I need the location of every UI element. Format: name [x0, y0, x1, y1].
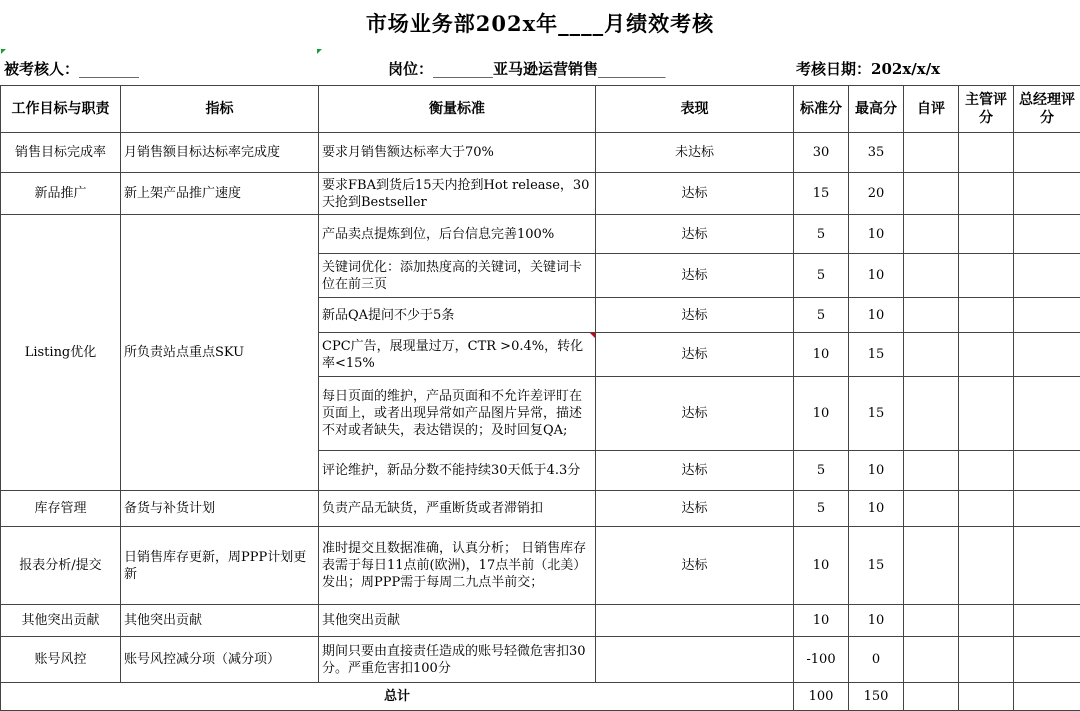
total-self-score[interactable] — [904, 683, 959, 711]
position-value: 亚马逊运营销售 — [493, 60, 598, 78]
goal-cell: Listing优化 — [1, 215, 121, 491]
indicator-cell: 账号风控减分项（减分项） — [121, 637, 319, 683]
manager-score-cell[interactable] — [959, 527, 1014, 605]
date-label: 考核日期： — [796, 60, 871, 78]
std-score-cell: 5 — [794, 451, 849, 491]
total-std-score: 100 — [794, 683, 849, 711]
gm-score-cell[interactable] — [1014, 491, 1080, 527]
header-standard: 衡量标准 — [319, 86, 596, 133]
performance-cell: 达标 — [596, 451, 794, 491]
table-row — [1, 637, 1080, 683]
self-score-cell[interactable] — [904, 451, 959, 491]
manager-score-cell[interactable] — [959, 254, 1014, 298]
standard-cell — [319, 333, 596, 377]
standard-cell: 其他突出贡献 — [319, 605, 596, 637]
position-blank-left: ________ — [433, 60, 493, 78]
gm-score-cell[interactable] — [1014, 333, 1080, 377]
performance-cell: 未达标 — [596, 133, 794, 173]
std-score-cell: 10 — [794, 527, 849, 605]
standard-cell: 新品QA提问不少于5条 — [319, 298, 596, 333]
manager-score-cell[interactable] — [959, 173, 1014, 215]
std-score-cell: 15 — [794, 173, 849, 215]
performance-cell: 达标 — [596, 377, 794, 451]
std-score-cell: 10 — [794, 333, 849, 377]
standard-cell: 评论维护，新品分数不能持续30天低于4.3分 — [319, 451, 596, 491]
standard-cell: 要求FBA到货后15天内抢到Hot release，30天抢到Bestseller — [319, 173, 596, 215]
self-score-cell[interactable] — [904, 637, 959, 683]
self-score-cell[interactable] — [904, 133, 959, 173]
goal-cell: 新品推广 — [1, 173, 121, 215]
standard-cell: 产品卖点提炼到位，后台信息完善100% — [319, 215, 596, 254]
gm-score-cell[interactable] — [1014, 451, 1080, 491]
header-performance: 表现 — [596, 86, 794, 133]
total-manager-score[interactable] — [959, 683, 1014, 711]
gm-score-cell[interactable] — [1014, 133, 1080, 173]
self-score-cell[interactable] — [904, 333, 959, 377]
max-score-cell: 15 — [849, 377, 904, 451]
total-max-score: 150 — [849, 683, 904, 711]
gm-score-cell[interactable] — [1014, 605, 1080, 637]
std-score-cell: 5 — [794, 491, 849, 527]
date-value: 202x/x/x — [871, 60, 940, 78]
standard-cell: 准时提交且数据准确，认真分析； 日销售库存表需于每日11点前(欧洲)，17点半前（北美）发出；周PPP需于每周二九点半前交； — [319, 527, 596, 605]
cell-marker — [317, 49, 322, 54]
header-self: 自评 — [904, 86, 959, 133]
performance-cell — [596, 637, 794, 683]
page-title: 市场业务部202x年____月绩效考核 — [0, 8, 1080, 38]
std-score-cell: 5 — [794, 254, 849, 298]
evaluee-field — [4, 58, 139, 79]
performance-cell: 达标 — [596, 298, 794, 333]
gm-score-cell[interactable] — [1014, 377, 1080, 451]
performance-cell: 达标 — [596, 215, 794, 254]
header-goal: 工作目标与职责 — [1, 86, 121, 133]
max-score-cell: 0 — [849, 637, 904, 683]
max-score-cell: 35 — [849, 133, 904, 173]
performance-cell: 达标 — [596, 491, 794, 527]
position-field — [388, 58, 666, 79]
max-score-cell: 15 — [849, 527, 904, 605]
max-score-cell: 10 — [849, 215, 904, 254]
manager-score-cell[interactable] — [959, 605, 1014, 637]
self-score-cell[interactable] — [904, 215, 959, 254]
indicator-cell: 其他突出贡献 — [121, 605, 319, 637]
manager-score-cell[interactable] — [959, 333, 1014, 377]
indicator-cell: 日销售库存更新，周PPP计划更新 — [121, 527, 319, 605]
performance-cell: 达标 — [596, 527, 794, 605]
std-score-cell: 10 — [794, 377, 849, 451]
std-score-cell: 5 — [794, 298, 849, 333]
evaluee-label: 被考核人： — [4, 60, 79, 78]
goal-cell: 其他突出贡献 — [1, 605, 121, 637]
cell-marker — [1, 49, 6, 54]
manager-score-cell[interactable] — [959, 215, 1014, 254]
std-score-cell: 10 — [794, 605, 849, 637]
std-score-cell: 5 — [794, 215, 849, 254]
standard-cell: 每日页面的维护，产品页面和不允许差评盯在页面上，或者出现异常如产品图片异常，描述不对或者缺失，表达错误的；及时回复QA; — [319, 377, 596, 451]
self-score-cell[interactable] — [904, 298, 959, 333]
total-label: 总计 — [1, 683, 794, 711]
self-score-cell[interactable] — [904, 173, 959, 215]
performance-table — [0, 85, 1080, 711]
table-row — [1, 173, 1080, 215]
gm-score-cell[interactable] — [1014, 254, 1080, 298]
indicator-cell: 月销售额目标达标率完成度 — [121, 133, 319, 173]
manager-score-cell[interactable] — [959, 491, 1014, 527]
standard-cell: 负责产品无缺货，严重断货或者滞销扣 — [319, 491, 596, 527]
table-row — [1, 133, 1080, 173]
table-row — [1, 491, 1080, 527]
position-label: 岗位： — [388, 60, 433, 78]
manager-score-cell[interactable] — [959, 377, 1014, 451]
table-row — [1, 215, 1080, 254]
self-score-cell[interactable] — [904, 254, 959, 298]
manager-score-cell[interactable] — [959, 637, 1014, 683]
manager-score-cell[interactable] — [959, 451, 1014, 491]
goal-cell: 报表分析/提交 — [1, 527, 121, 605]
standard-cell: 期间只要由直接责任造成的账号轻微危害扣30分。严重危害扣100分 — [319, 637, 596, 683]
performance-cell: 达标 — [596, 333, 794, 377]
manager-score-cell[interactable] — [959, 298, 1014, 333]
total-row — [1, 683, 1080, 711]
gm-score-cell[interactable] — [1014, 527, 1080, 605]
indicator-cell: 所负责站点重点SKU — [121, 215, 319, 491]
max-score-cell: 20 — [849, 173, 904, 215]
table-row — [1, 527, 1080, 605]
performance-cell: 达标 — [596, 173, 794, 215]
indicator-cell: 新上架产品推广速度 — [121, 173, 319, 215]
standard-cell: 关键词优化：添加热度高的关键词，关键词卡位在前三页 — [319, 254, 596, 298]
header-gm: 总经理评分 — [1014, 86, 1080, 133]
std-score-cell: 30 — [794, 133, 849, 173]
std-score-cell: -100 — [794, 637, 849, 683]
position-blank-right: _________ — [598, 60, 666, 78]
max-score-cell: 10 — [849, 254, 904, 298]
max-score-cell: 15 — [849, 333, 904, 377]
performance-cell — [596, 605, 794, 637]
comment-marker — [590, 333, 595, 338]
date-field — [796, 58, 940, 79]
goal-cell: 销售目标完成率 — [1, 133, 121, 173]
header-std-score: 标准分 — [794, 86, 849, 133]
self-score-cell[interactable] — [904, 377, 959, 451]
max-score-cell: 10 — [849, 451, 904, 491]
manager-score-cell[interactable] — [959, 133, 1014, 173]
standard-text: CPC广告，展现量过万，CTR >0.4%，转化率<15% — [322, 339, 583, 371]
self-score-cell[interactable] — [904, 491, 959, 527]
standard-cell: 要求月销售额达标率大于70% — [319, 133, 596, 173]
self-score-cell[interactable] — [904, 527, 959, 605]
table-row — [1, 605, 1080, 637]
gm-score-cell[interactable] — [1014, 173, 1080, 215]
max-score-cell: 10 — [849, 491, 904, 527]
header-indicator: 指标 — [121, 86, 319, 133]
header-row — [1, 86, 1080, 133]
gm-score-cell[interactable] — [1014, 637, 1080, 683]
gm-score-cell[interactable] — [1014, 298, 1080, 333]
gm-score-cell[interactable] — [1014, 215, 1080, 254]
self-score-cell[interactable] — [904, 605, 959, 637]
header-max-score: 最高分 — [849, 86, 904, 133]
max-score-cell: 10 — [849, 605, 904, 637]
goal-cell: 账号风控 — [1, 637, 121, 683]
evaluee-blank: ________ — [79, 60, 139, 78]
header-manager: 主管评分 — [959, 86, 1014, 133]
indicator-cell: 备货与补货计划 — [121, 491, 319, 527]
max-score-cell: 10 — [849, 298, 904, 333]
total-gm-score[interactable] — [1014, 683, 1080, 711]
performance-cell: 达标 — [596, 254, 794, 298]
goal-cell: 库存管理 — [1, 491, 121, 527]
